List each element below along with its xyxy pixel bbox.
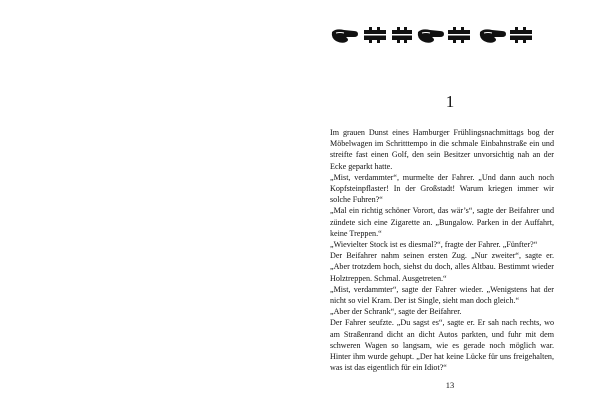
paragraph: Der Fahrer seufzte. „Du sagst es“, sagte er. Er sah nach rechts, wo am Straßenrand dicht an dicht Autos parkten, und fuhr mit dem schweren Wagen so langsam, wie es gerade noch möglich war. Hinter ihm wurde gehupt. „Der hat keine Lücke für uns freigehalten, was ist das eigentlich für ein Idiot?“ (330, 318, 554, 373)
ornament-bar-icon (448, 27, 470, 43)
paragraph: „Mist, verdammter“, sagte der Fahrer wieder. „Wenigstens hat der nicht so viel Kram. Der ist Single, sieht man doch gleich.“ (330, 284, 554, 306)
ornament-hand-icon (480, 29, 506, 42)
chapter-text (330, 127, 554, 373)
ornament-bar-icon (392, 27, 412, 43)
hand-and-bar-ornament-icon (330, 22, 554, 48)
paragraph: Im grauen Dunst eines Hamburger Frühlingsnachmittags bog der Möbelwagen im Schritttempo in die schmale Einbahnstraße ein und streifte fast einen Golf, den sein Besitzer unvorsichtig nah an der Ecke geparkt hatte. (330, 128, 554, 171)
ornament-hand-icon (418, 29, 444, 42)
ornament-bar-icon (510, 27, 532, 43)
page-number: 13 (445, 380, 455, 390)
ornament-hand-icon (332, 29, 358, 42)
paragraph: „Wievielter Stock ist es diesmal?“, fragte der Fahrer. „Fünfter?“ (330, 240, 538, 250)
paragraph: „Mist, verdammter“, murmelte der Fahrer. „Und dann auch noch Kopfsteinpflaster! In der Großstadt! Warum kriegen immer wir solche Fuhren?“ (330, 172, 554, 205)
paragraph: „Aber der Schrank“, sagte der Beifahrer. (330, 307, 462, 317)
ornament-bar-icon (364, 27, 386, 43)
paragraph: „Mal ein richtig schöner Vorort, das wär’s“, sagte der Beifahrer und zündete sich eine Zigarette an. „Bungalow. Parken in der Auffahrt, keine Treppen.“ (330, 206, 554, 238)
chapter-number: 1 (445, 92, 455, 111)
paragraph: Der Beifahrer nahm seinen ersten Zug. „Nur zweiter“, sagte er. „Aber trotzdem hoch, siehst du doch, alles Altbau. Bestimmt wieder Holztreppen. Schmal. Ausgetreten.“ (330, 251, 554, 283)
